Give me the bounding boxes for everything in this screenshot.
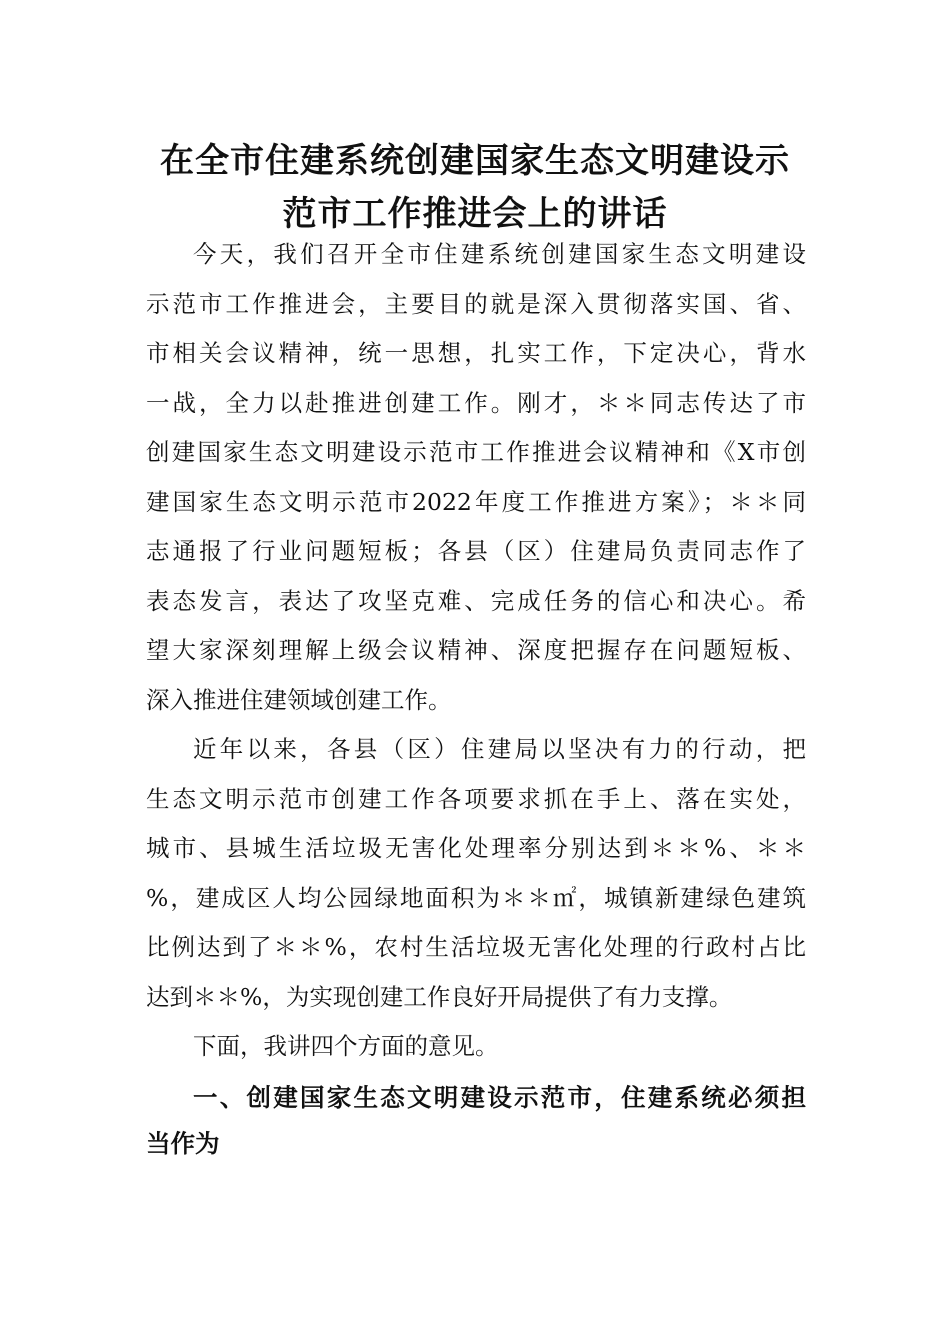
paragraph-line: 表态发言，表达了攻坚克难、完成任务的信心和决心。希 bbox=[146, 586, 806, 615]
heading-line: 一、创建国家生态文明建设示范市，住建系统必须担 bbox=[193, 1083, 806, 1112]
paragraph-line: 下面，我讲四个方面的意见。 bbox=[193, 1032, 499, 1060]
section-heading-1 bbox=[146, 1075, 806, 1167]
heading-line: 当作为 bbox=[146, 1129, 220, 1158]
paragraph-1 bbox=[146, 230, 806, 725]
paragraph-line: 达到＊＊%，为实现创建工作良好开局提供了有力支撑。 bbox=[146, 982, 733, 1011]
paragraph-line: 市相关会议精神，统一思想，扎实工作，下定决心，背水 bbox=[146, 339, 806, 367]
paragraph-line: 生态文明示范市创建工作各项要求抓在手上、落在实处， bbox=[146, 784, 806, 813]
paragraph-line: 望大家深刻理解上级会议精神、深度把握存在问题短板、 bbox=[146, 636, 806, 664]
document-body bbox=[146, 230, 806, 1072]
paragraph-line: 今天，我们召开全市住建系统创建国家生态文明建设 bbox=[193, 240, 806, 268]
paragraph-line: 建国家生态文明示范市2022年度工作推进方案》；＊＊同 bbox=[146, 487, 806, 516]
paragraph-3 bbox=[146, 1022, 806, 1072]
paragraph-line: 比例达到了＊＊%，农村生活垃圾无害化处理的行政村占比 bbox=[146, 933, 806, 961]
document-title-line-1: 在全市住建系统创建国家生态文明建设示 bbox=[160, 141, 790, 181]
paragraph-2 bbox=[146, 725, 806, 1022]
paragraph-line: 深入推进住建领域创建工作。 bbox=[146, 685, 452, 714]
paragraph-line: 近年以来，各县（区）住建局以坚决有力的行动，把 bbox=[193, 735, 806, 763]
paragraph-line: 一战，全力以赴推进创建工作。刚才，＊＊同志传达了市 bbox=[146, 388, 806, 417]
paragraph-line: 城市、县城生活垃圾无害化处理率分别达到＊＊%、＊＊ bbox=[146, 834, 806, 862]
paragraph-line: %，建成区人均公园绿地面积为＊＊㎡，城镇新建绿色建筑 bbox=[146, 883, 806, 912]
document-title-line-2: 范市工作推进会上的讲话 bbox=[282, 194, 668, 234]
paragraph-line: 创建国家生态文明建设示范市工作推进会议精神和《X市创 bbox=[146, 438, 806, 466]
paragraph-line: 志通报了行业问题短板；各县（区）住建局负责同志作了 bbox=[146, 537, 806, 565]
paragraph-line: 示范市工作推进会，主要目的就是深入贯彻落实国、省、 bbox=[146, 289, 806, 318]
